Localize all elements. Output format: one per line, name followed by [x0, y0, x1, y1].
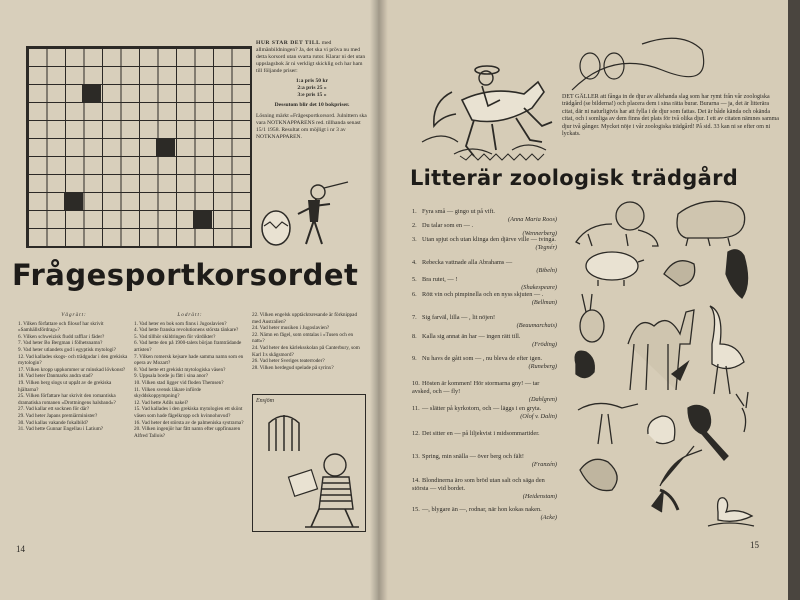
prize-2: 2:a pris 25 »: [297, 85, 327, 91]
box-label: Ensjöm: [256, 398, 274, 404]
quote-author: (Acke): [540, 513, 557, 521]
quote-number: 9.: [412, 355, 417, 362]
quote-number: 10.: [412, 380, 420, 387]
quote-item: [412, 506, 557, 522]
quote-text: Det sitter en — på liljekvist i midsommartider.: [422, 430, 540, 437]
clue-item: 11. Vilken svensk läkare införde skyddskoppympning?: [134, 386, 201, 400]
clue-item: 27. Vad kallar ett socknen för där?: [18, 406, 90, 413]
stork-icon: [578, 403, 638, 444]
clue-item: 6. Vad hette den på 1900-talets början framträdande artisten?: [134, 340, 242, 353]
clue-item: 15. Vad kallades i den grekiska mytologien ett skönt väsen som hade fågelkropp och kvinnohuvud?: [134, 406, 243, 419]
quote-number: 14.: [412, 477, 420, 484]
quote-author: (Olof v. Dalin): [520, 412, 557, 420]
illustration-box: [252, 394, 366, 532]
quote-item: [412, 453, 557, 469]
swan-icon: [708, 498, 754, 526]
quote-text: Spring, min snälla — över berg och fält!: [422, 453, 525, 460]
lion-icon: [576, 202, 658, 246]
clue-item: 9. Uppsala borde ju fått i sina anor?: [134, 373, 209, 380]
quote-author: (Heidenstam): [522, 492, 557, 500]
page-number-right: 15: [750, 540, 759, 550]
quote-author: (Runeberg): [528, 362, 557, 370]
quote-author: (Dahlgren): [528, 395, 557, 403]
clue-item: 30. Vad kallas vakande fokalbild?: [18, 419, 89, 426]
clue-item: 28. Vilken herdegud spelade på syrinx?: [252, 364, 334, 371]
clue-item: 10. Vilken stad ligger vid floden Themsen?: [134, 379, 224, 386]
clue-item: 29. Vad heter Japans premiärminister?: [18, 412, 98, 419]
clue-item: 12. Vad hette Adils nakel?: [134, 399, 189, 406]
quote-number: 1.: [412, 208, 417, 215]
crossword-title: Frågesportkorsordet: [12, 258, 359, 292]
camel-icon: [628, 310, 694, 390]
quote-author: (Franzén): [531, 460, 557, 468]
down-heading: Lodrätt:: [177, 312, 203, 318]
quote-number: 5.: [412, 276, 417, 283]
lobster-icon: [652, 446, 702, 512]
crossword-instructions: [256, 40, 368, 141]
bear-icon: [677, 201, 745, 246]
reading-prisoner-illustration: [283, 447, 363, 529]
clue-item: 24. Vad heter den kärleksskolan på Canterbury, som Karl I:s skågsmord?: [252, 344, 360, 358]
clue-item: 12. Vad kallades skogs- och trädgudar i den grekiska mytologin?: [18, 353, 128, 367]
quote-number: 3.: [412, 236, 417, 243]
quote-number: 8.: [412, 333, 417, 340]
hare-icon: [580, 294, 604, 342]
quote-text: Nu havs de gått som — , nu bleva de efter igen.: [422, 355, 543, 362]
frog-icon: [664, 261, 695, 286]
quote-item: [412, 477, 557, 500]
quote-item: [412, 276, 557, 292]
butterfly-icon: [575, 351, 594, 377]
clue-item: 6. Vilken schweizisk fludd rafflar i fäder?: [18, 333, 105, 340]
across-heading: Vågrätt:: [61, 312, 87, 318]
quote-item: [412, 355, 557, 371]
prize-list: [256, 78, 368, 99]
quote-text: Blondinerna äro som bröd utan salt och säga den största — vid bordet.: [412, 477, 545, 492]
quote-number: 11.: [412, 405, 420, 412]
quote-item: [412, 380, 557, 403]
quote-author: (Bibeln): [536, 266, 557, 274]
quote-author: (Tegnér): [535, 243, 557, 251]
quote-text: Bra rutet, — !: [422, 276, 458, 283]
page-number-left: 14: [16, 544, 25, 554]
quote-text: Sig farväl, lilla — , lit nöjen!: [422, 314, 496, 321]
quote-author: (Shakespeare): [521, 283, 557, 291]
clue-item: 26. Vad heter Sveriges teaterroder?: [252, 358, 325, 365]
crossword-black-square: [82, 84, 101, 102]
zoo-intro-text: DET GÄLLER att fånga in de djur av allehanda slag som har rymt från vår zoologiska trädgård (se bilderna!) och placera dem i sina rätta burar. Burarna — ja, det är litterära citat, där ni naturligtvis har att fylla i de djur som fattas. Det är både kända och okända citat, och i somliga av dem finns det plats för två olika djur. I ett av citaten nämnes samma djur två gånger. Mycket nöje i vår zoologiska trädgård! På sid. 33 kan ni se efter om ni lyckats.: [562, 94, 779, 138]
instructions-rules: Lösning märkt »Frågesportkorsord. Julnittern ska vara NOTKNAPPARENS red. tillhanda senast 15/1 1958. Resultat om möjligt i nr 3 av NOTKNAPPAREN.: [256, 113, 367, 140]
clue-item: 8. Vad hette ett grekiskt mytologiska väsen?: [134, 366, 226, 373]
quote-text: Du talar som en — .: [422, 222, 474, 229]
quote-author: (Fröding): [532, 340, 557, 348]
prize-1: 1:a pris 50 kr: [295, 78, 329, 84]
quote-number: 15.: [412, 506, 420, 513]
pig-icon: [586, 252, 644, 286]
quote-text: Hösten är kommen! Hör stormarna gny! — tar avsked, och — fly!: [412, 380, 540, 395]
quote-number: 12.: [412, 430, 420, 437]
zoo-title: Litterär zoologisk trädgård: [410, 166, 739, 190]
eagle-icon: [726, 250, 748, 298]
clue-item: 31. Vad hette Gunnar Engellau i Latium?: [18, 426, 104, 433]
quote-number: 6.: [412, 291, 417, 298]
clue-item: 18. Vad heter Danmarks andra stad?: [18, 373, 93, 380]
quote-number: 13.: [412, 453, 420, 460]
quote-text: —, blygare än —, rodnar, när hon kokas naken.: [422, 506, 542, 513]
instructions-body: med allmänbildningen? Ja, det ska vi pröva nu med detta korsord utan svarta rutor. Klarar ni det utan uppslagsbok är ni verkligt skicklig och har ham till följande priser:: [256, 40, 366, 74]
quote-author: (Bellman): [531, 298, 557, 306]
prison-window-illustration: [267, 411, 301, 451]
crossword-black-square: [64, 192, 83, 210]
quote-author: (Anna Maria Roos): [508, 215, 557, 223]
clues-column-3: [252, 312, 364, 371]
quote-item: [412, 259, 557, 275]
book-prizes: Dessutom blir det 10 bokpriser.: [274, 102, 350, 108]
crossword-illustration: [258, 178, 358, 248]
clues-column-2: [134, 312, 246, 439]
toad-icon: [580, 459, 617, 490]
prize-3: 3:e pris 15 »: [297, 92, 327, 98]
crossword-grid[interactable]: [26, 46, 252, 248]
clue-item: 7. Vilken romersk kejsare hade samma namn som en opera av Mozart?: [134, 353, 244, 367]
quote-item: [412, 291, 557, 307]
clue-item: 7. Vad heter Bo Bergman i fölhetsnamn?: [18, 340, 103, 347]
clue-item: 20. Vilken ingenjör har fått namn efter uppfinnaren Alfred Tallois?: [134, 426, 241, 439]
quote-author: (Wennerberg): [522, 229, 557, 237]
clue-item: 9. Vad heter utlandets gud i egyptisk mytologi?: [18, 346, 116, 353]
crossword-black-square: [193, 210, 212, 228]
clue-item: 16. Vad heter det största av de palmeniska systrarna?: [134, 419, 244, 426]
quote-author: (Beaumarchais): [516, 321, 557, 329]
quote-item: [412, 405, 557, 421]
reindeer-icon: [736, 392, 748, 432]
quote-text: Rebecka vattnade alla Abrahams —: [422, 259, 513, 266]
clue-item: 5. Vad tillhör skildringen för vårdikter?: [134, 333, 216, 340]
magpie-icon: [688, 405, 728, 460]
quote-item: [412, 430, 557, 438]
quote-number: 7.: [412, 314, 417, 321]
horse-head-icon: [648, 416, 675, 444]
quote-item: [412, 236, 557, 252]
spine-gutter: [370, 0, 388, 600]
clue-item: 17. Vilken kropp uppkommer ur minskad lövkonst?: [18, 366, 126, 373]
quote-item: [412, 333, 557, 349]
quote-text: Utan spjut och utan klinga den djärve ville — tvinga.: [422, 236, 556, 243]
quote-number: 2.: [412, 222, 417, 229]
clue-item: 25. Vilken författare har skrivit den romantiska dramatiska romanen »Drottningens halsband«?: [18, 393, 116, 406]
crossword-black-square: [156, 138, 175, 156]
clues-column-1: [18, 312, 130, 433]
quote-number: 4.: [412, 259, 417, 266]
animal-illustrations: [568, 194, 784, 534]
quote-item: [412, 314, 557, 330]
clue-item: 19. Vilken berg slogs ut uppåt av de grekiska hjältarna?: [18, 379, 112, 393]
clue-item: 24. Vad heter musiken i Jugoslavien?: [252, 325, 330, 332]
quote-text: Kalla sig annat än har — ingen rätt till.: [422, 333, 521, 340]
ostrich-icon: [710, 306, 744, 394]
clue-item: 1. Vad heter en bok som finns i Jugoslavien?: [134, 320, 227, 327]
quote-text: Fyra små — gingo ut på vift.: [422, 208, 495, 215]
left-page: [0, 0, 378, 600]
instructions-heading: HUR STAR DET TILL: [256, 40, 321, 46]
quote-text: — slätter på kyrkotorn, och — läggs i en gryta.: [422, 405, 542, 412]
clue-item: 4. Vad hette franska revolutionens största tänkare?: [134, 327, 239, 334]
quote-text: Rött vin och pimpinella och en nyss skjuten — .: [422, 291, 544, 298]
page-edge: [788, 0, 800, 600]
clue-item: 22. Vilken engelsk upptäcktsresande är förknippad med Australien?: [252, 312, 358, 325]
clue-item: 1. Vilken författare och filosof har skrivit »Samhällsfördrag«?: [18, 320, 104, 334]
clue-item: 22. Nämn en fågel, som omtalas i »Tusen och en natt«?: [252, 331, 354, 345]
